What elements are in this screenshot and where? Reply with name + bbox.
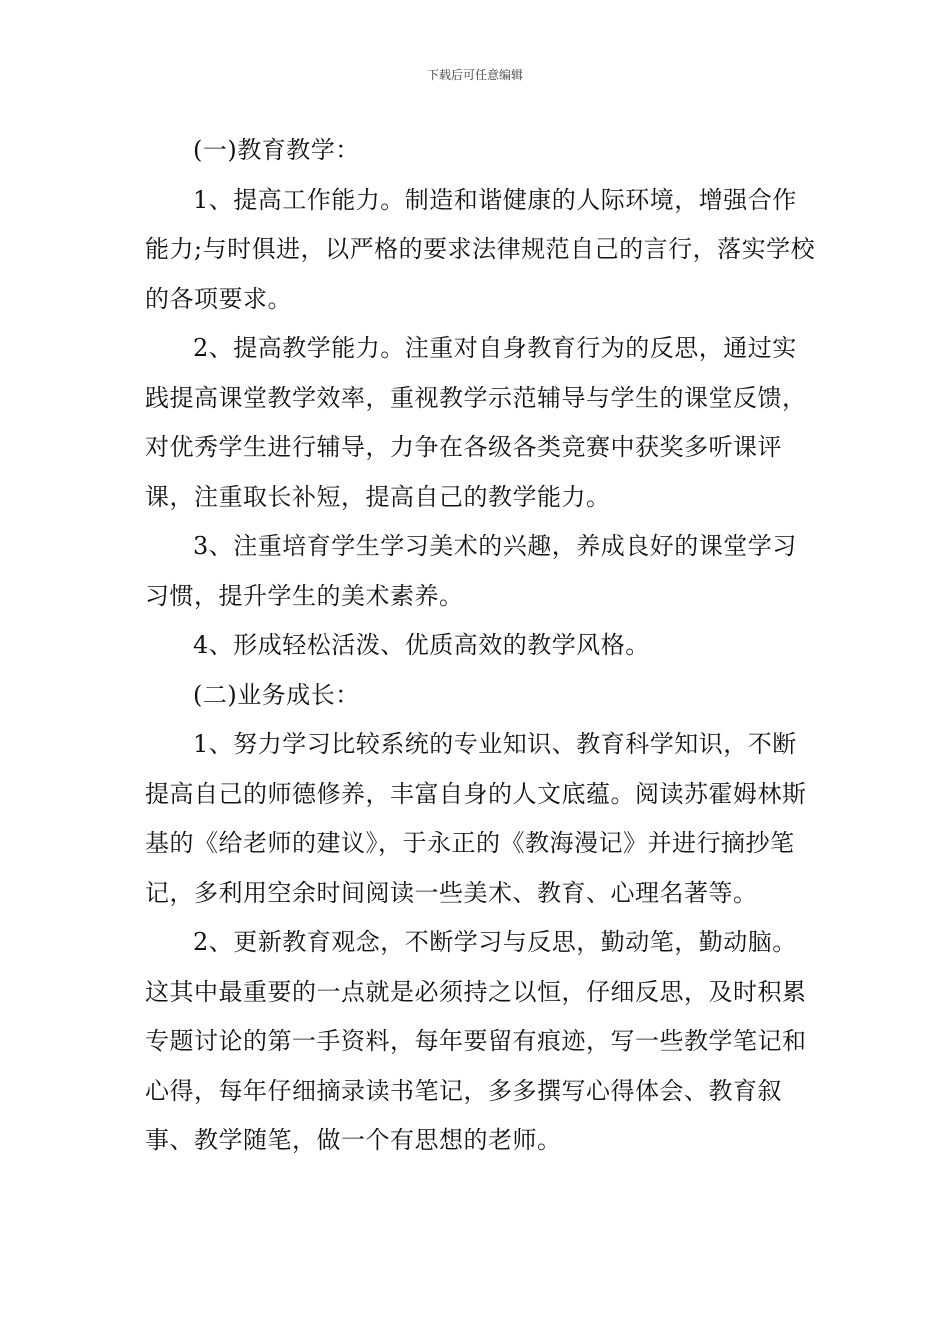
- section-heading-growth: (二)业务成长：: [193, 680, 360, 709]
- page-header-note: 下载后可任意编辑: [426, 68, 523, 82]
- paragraph-study-knowledge: 1、努力学习比较系统的专业知识、教育科学知识，不断提高自己的师德修养，丰富自身的人文底蕴。阅读苏霍姆林斯基的《给老师的建议》，于永正的《教海漫记》并进行摘抄笔记，多利用空余时间阅读一些美术、教育、心理名著等。: [145, 730, 807, 907]
- paragraph-art-interest: 3、注重培育学生学习美术的兴趣，养成良好的课堂学习习惯，提升学生的美术素养。: [145, 532, 797, 610]
- document-body: [145, 126, 817, 1166]
- section-heading-teaching: (一)教育教学：: [193, 136, 360, 164]
- paragraph-work-ability: 1、提高工作能力。制造和谐健康的人际环境，增强合作能力;与时俱进，以严格的要求法律规范自己的言行，落实学校的各项要求。: [145, 185, 816, 313]
- paragraph-teaching-ability: 2、提高教学能力。注重对自身教育行为的反思，通过实践提高课堂教学效率，重视教学示范辅导与学生的课堂反馈，对优秀学生进行辅导，力争在各级各类竞赛中获奖多听课评课，注重取长补短，提高自己的教学能力。: [145, 334, 807, 511]
- paragraph-update-concepts: 2、更新教育观念，不断学习与反思，勤动笔，勤动脑。这其中最重要的一点就是必须持之以恒，仔细反思，及时积累专题讨论的第一手资料，每年要留有痕迹，写一些教学笔记和心得，每年仔细摘录读书笔记，多多撰写心得体会、教育叙事、教学随笔，做一个有思想的老师。: [145, 928, 807, 1154]
- paragraph-teaching-style: 4、形成轻松活泼、优质高效的教学风格。: [193, 631, 650, 659]
